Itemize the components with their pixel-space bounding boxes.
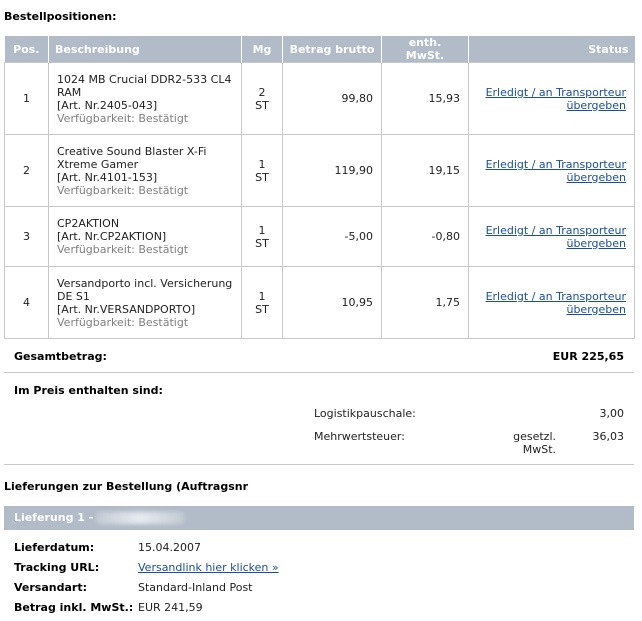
col-vat-header: enth. MwSt. — [382, 36, 469, 63]
row-gross-amount: 119,90 — [283, 135, 382, 207]
row-gross-amount: -5,00 — [283, 207, 382, 267]
availability: Verfügbarkeit: Bestätigt — [57, 243, 189, 256]
row-description — [49, 207, 242, 267]
article-number: [Art. Nr.VERSANDPORTO] — [57, 302, 196, 316]
vat-label: Mehrwertsteuer: — [314, 430, 405, 443]
row-status — [469, 207, 635, 267]
row-quantity: 1 ST — [242, 207, 283, 267]
divider — [4, 464, 634, 465]
col-pos-header: Pos. — [5, 36, 49, 63]
col-gross-header: Betrag brutto — [283, 36, 382, 63]
row-quantity: 1 ST — [242, 135, 283, 207]
row-status — [469, 63, 635, 135]
table-row — [5, 267, 635, 339]
row-vat-amount: 19,15 — [382, 135, 469, 207]
table-row — [5, 63, 635, 135]
product-name: Creative Sound Blaster X-Fi Xtreme Gamer — [57, 144, 207, 171]
status-link[interactable]: Erledigt / an Transporteur übergeben — [485, 289, 626, 316]
product-name: 1024 MB Crucial DDR2-533 CL4 RAM — [57, 72, 232, 99]
table-row — [5, 207, 635, 267]
vat-value: 36,03 — [592, 430, 624, 443]
row-pos: 4 — [5, 267, 49, 339]
article-number: [Art. Nr.4101-153] — [57, 170, 158, 184]
article-number: [Art. Nr.2405-043] — [57, 98, 158, 112]
row-gross-amount: 10,95 — [283, 267, 382, 339]
col-qty-header: Mg — [242, 36, 283, 63]
delivery-header — [4, 506, 634, 530]
row-pos: 2 — [5, 135, 49, 207]
row-pos: 1 — [5, 63, 49, 135]
vat-note: gesetzl. MwSt. — [513, 430, 556, 456]
row-vat-amount: 1,75 — [382, 267, 469, 339]
status-link[interactable]: Erledigt / an Transporteur übergeben — [485, 223, 626, 250]
availability: Verfügbarkeit: Bestätigt — [57, 315, 189, 329]
order-items-table — [4, 36, 635, 339]
included-title: Im Preis enthalten sind: — [14, 384, 163, 397]
delivery-date-label: Lieferdatum: — [14, 541, 95, 554]
total-label: Gesamtbetrag: — [14, 350, 107, 363]
row-description — [49, 135, 242, 207]
redacted-order-number — [95, 512, 185, 524]
logistics-value: 3,00 — [599, 407, 624, 420]
amount-label: Betrag inkl. MwSt.: — [14, 601, 134, 614]
shipping-type-label: Versandart: — [14, 581, 87, 594]
row-gross-amount: 99,80 — [283, 63, 382, 135]
availability: Verfügbarkeit: Bestätigt — [57, 183, 189, 197]
col-status-header: Status — [469, 36, 635, 63]
delivery-date-value: 15.04.2007 — [138, 541, 201, 554]
product-name: CP2AKTION — [57, 217, 120, 230]
deliveries-title-text: Lieferungen zur Bestellung (Auftragsnr — [4, 480, 249, 493]
amount-value: EUR 241,59 — [138, 601, 203, 614]
deliveries-title — [4, 480, 248, 493]
shipping-type-value: Standard-Inland Post — [138, 581, 253, 594]
row-pos: 3 — [5, 207, 49, 267]
row-quantity: 2 ST — [242, 63, 283, 135]
row-vat-amount: 15,93 — [382, 63, 469, 135]
product-name: Versandporto incl. Versicherung DE S1 — [57, 276, 233, 303]
article-number: [Art. Nr.CP2AKTION] — [57, 230, 167, 243]
logistics-label: Logistikpauschale: — [314, 407, 416, 420]
row-status — [469, 267, 635, 339]
row-quantity: 1 ST — [242, 267, 283, 339]
col-desc-header: Beschreibung — [49, 36, 242, 63]
tracking-link[interactable]: Versandlink hier klicken » — [138, 561, 279, 574]
table-row — [5, 135, 635, 207]
row-status — [469, 135, 635, 207]
delivery-header-label: Lieferung 1 - — [14, 511, 94, 524]
row-description — [49, 63, 242, 135]
divider — [4, 372, 634, 373]
row-vat-amount: -0,80 — [382, 207, 469, 267]
tracking-url-label: Tracking URL: — [14, 561, 100, 574]
row-description — [49, 267, 242, 339]
total-value: EUR 225,65 — [552, 350, 624, 363]
table-header-row — [5, 36, 635, 63]
status-link[interactable]: Erledigt / an Transporteur übergeben — [485, 157, 626, 184]
availability: Verfügbarkeit: Bestätigt — [57, 111, 189, 125]
section-title: Bestellpositionen: — [4, 10, 117, 23]
status-link[interactable]: Erledigt / an Transporteur übergeben — [485, 85, 626, 112]
